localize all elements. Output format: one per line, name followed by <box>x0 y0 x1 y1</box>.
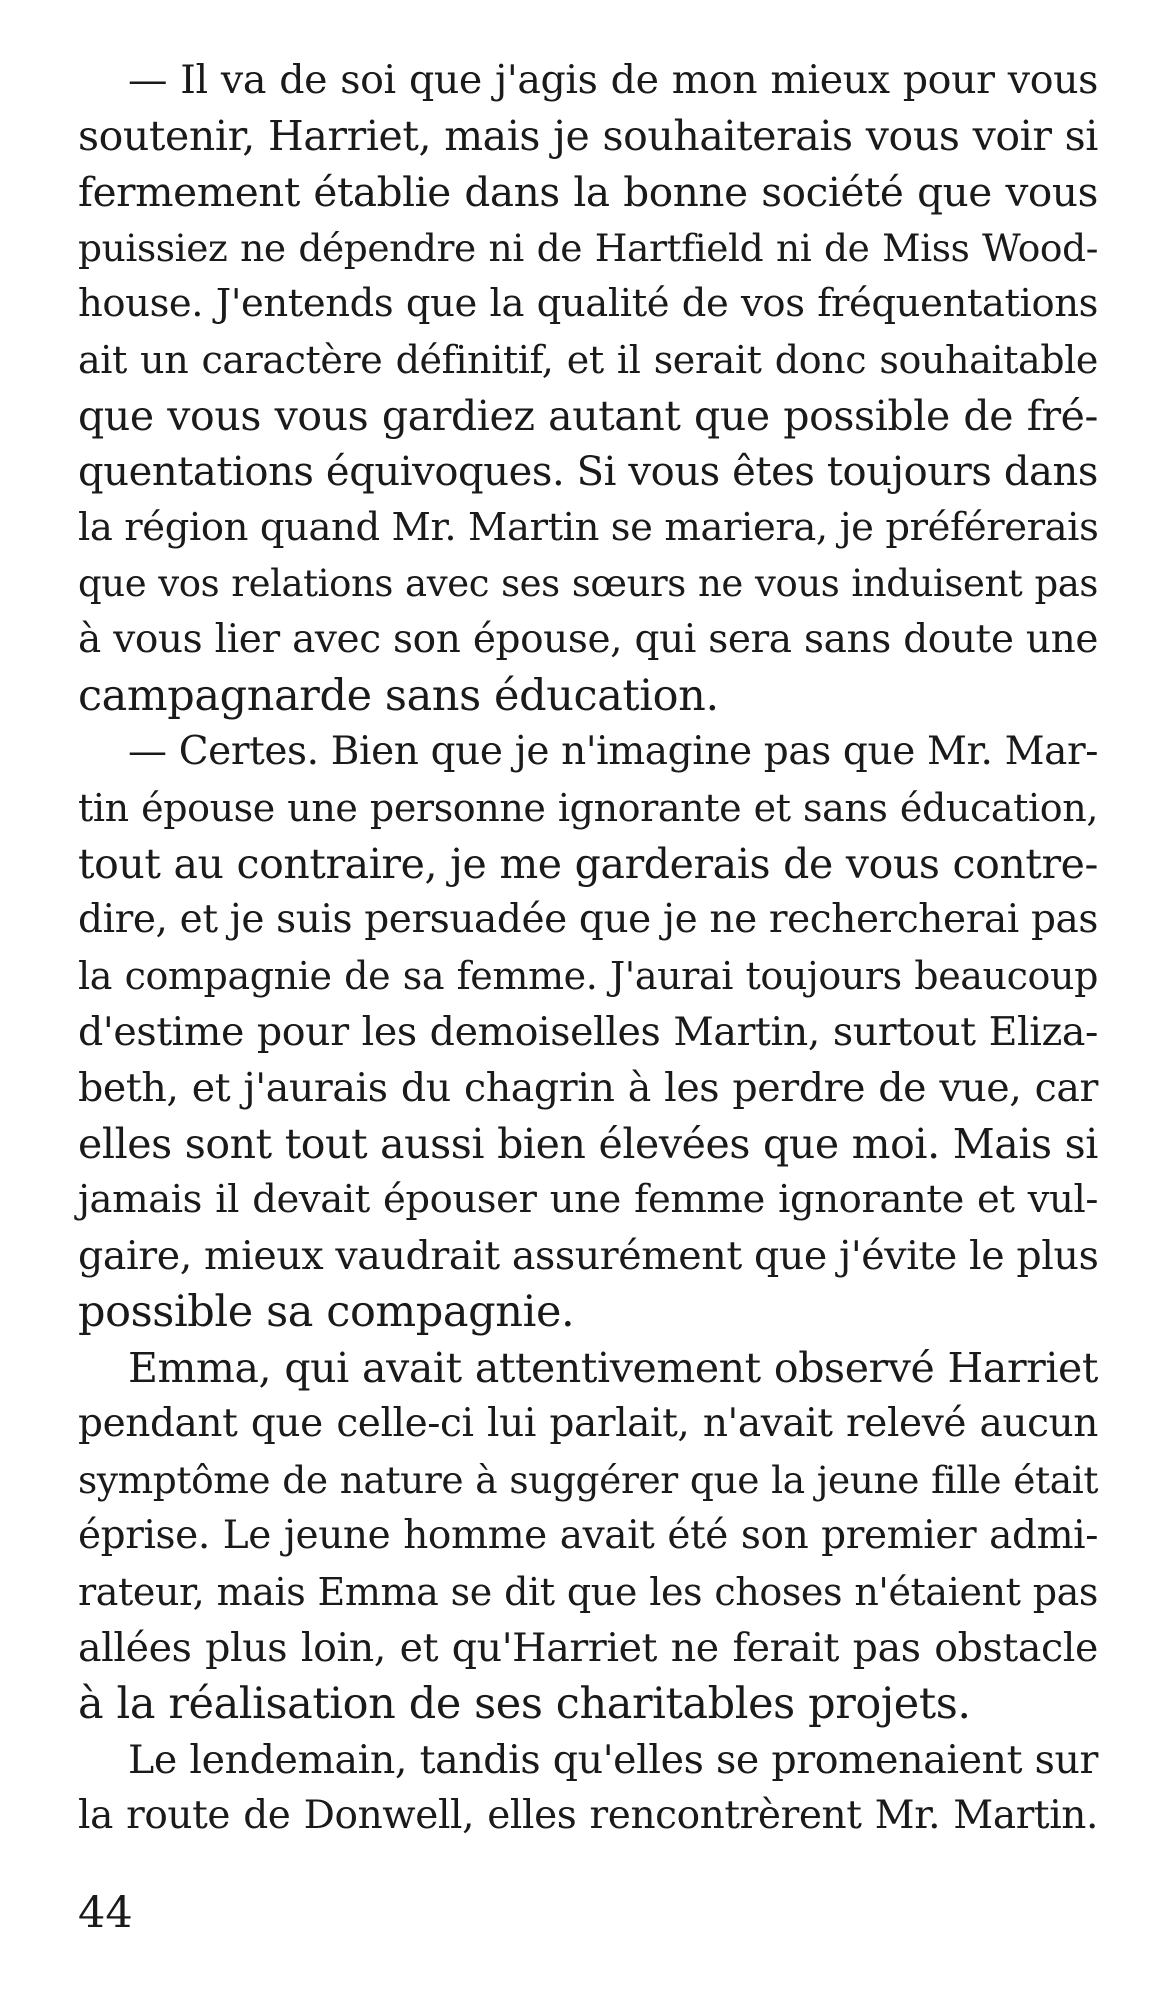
text-line: — Il va de soi que j'agis de mon mieux pour vous <box>128 57 1098 103</box>
text-line: jamais il devait épouser une femme ignorante et vul- <box>78 1177 1098 1222</box>
text-line: ait un caractère définitif, et il serait donc souhaitable <box>78 338 1098 382</box>
text-line: campagnarde sans éducation. <box>78 671 719 721</box>
text-line: Le lendemain, tandis qu'elles se promenaient sur <box>128 1737 1098 1783</box>
text-line: la route de Donwell, elles rencontrèrent Mr. Martin. <box>78 1793 1098 1838</box>
page-number: 44 <box>78 1888 133 1938</box>
text-line: beth, et j'aurais du chagrin à les perdre de vue, car <box>78 1065 1098 1111</box>
text-line: allées plus loin, et qu'Harriet ne ferait pas obstacle <box>78 1625 1098 1671</box>
text-line: symptôme de nature à suggérer que la jeune fille était <box>78 1458 1098 1502</box>
text-line: éprise. Le jeune homme avait été son premier admi- <box>78 1513 1098 1558</box>
text-line: que vos relations avec ses sœurs ne vous induisent pas <box>78 562 1098 605</box>
text-line: dire, et je suis persuadée que je ne rechercherai pas <box>78 897 1098 942</box>
text-line: la compagnie de sa femme. J'aurai toujours beaucoup <box>78 954 1098 998</box>
text-line: pendant que celle-ci lui parlait, n'avait relevé aucun <box>78 1401 1098 1446</box>
text-line: soutenir, Harriet, mais je souhaiterais vous voir si <box>78 112 1098 160</box>
text-line: — Certes. Bien que je n'imagine pas que Mr. Mar- <box>128 729 1098 774</box>
text-line: à vous lier avec son épouse, qui sera sans doute une <box>78 617 1098 662</box>
text-line: Emma, qui avait attentivement observé Harriet <box>128 1344 1098 1392</box>
text-line: quentations équivoques. Si vous êtes toujours dans <box>78 449 1098 495</box>
text-line: rateur, mais Emma se dit que les choses n'étaient pas <box>78 1570 1098 1614</box>
text-line: fermement établie dans la bonne société que vous <box>78 168 1098 216</box>
text-line: possible sa compagnie. <box>78 1287 575 1337</box>
body-text <box>78 52 1098 1844</box>
text-line: tin épouse une personne ignorante et sans éducation, <box>78 786 1098 830</box>
text-line: elles sont tout aussi bien élevées que moi. Mais si <box>78 1120 1098 1168</box>
text-line: la région quand Mr. Martin se mariera, je préférerais <box>78 505 1099 550</box>
text-line: gaire, mieux vaudrait assurément que j'évite le plus <box>78 1233 1099 1279</box>
text-line: tout au contraire, je me garderais de vous contre- <box>78 840 1098 888</box>
text-line: d'estime pour les demoiselles Martin, surtout Eliza- <box>78 1009 1098 1055</box>
text-line: house. J'entends que la qualité de vos fréquentations <box>78 281 1098 326</box>
text-line: puissiez ne dépendre ni de Hartfield ni de Miss Wood- <box>78 226 1098 270</box>
text-line: à la réalisation de ses charitables projets. <box>78 1679 971 1729</box>
text-line: que vous vous gardiez autant que possible de fré- <box>78 392 1098 440</box>
